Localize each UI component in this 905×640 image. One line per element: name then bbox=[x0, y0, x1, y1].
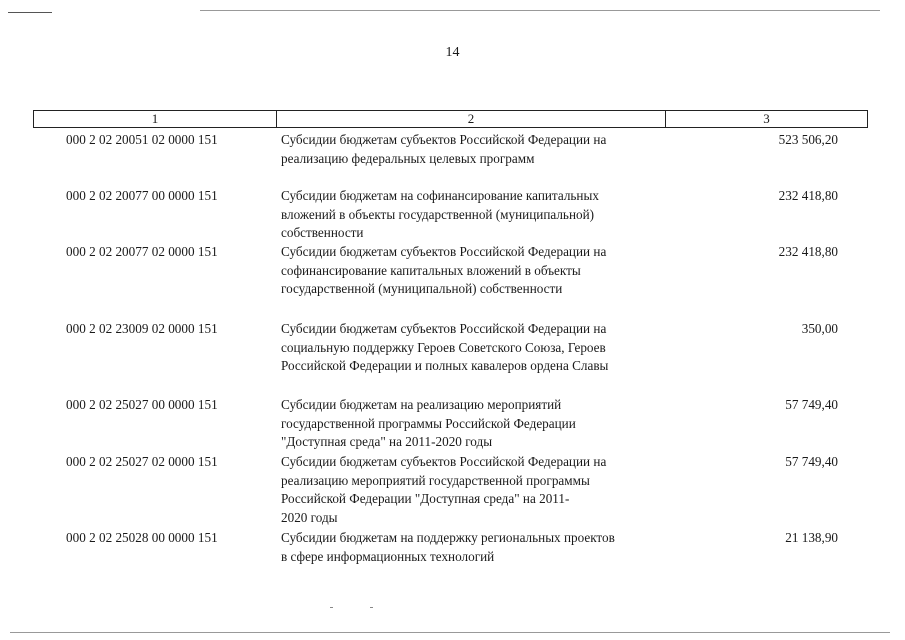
row-code: 000 2 02 25027 02 0000 151 bbox=[66, 454, 218, 469]
scan-line-top-left bbox=[8, 12, 52, 13]
row-amount: 232 418,80 bbox=[778, 188, 838, 203]
row-amount: 232 418,80 bbox=[778, 244, 838, 259]
row-description: Субсидии бюджетам на реализацию мероприятий государственной программы Российской Федерации "Доступная среда" на 2011-2020 годы bbox=[281, 397, 576, 449]
row-amount: 21 138,90 bbox=[785, 530, 838, 545]
row-description: Субсидии бюджетам субъектов Российской Федерации на реализацию федеральных целевых программ bbox=[281, 132, 607, 166]
scan-speck bbox=[330, 607, 333, 608]
scan-line-bottom bbox=[10, 632, 890, 633]
row-description: Субсидии бюджетам субъектов Российской Федерации на софинансирование капитальных вложений в объекты государственной (муниципальной) собственности bbox=[281, 244, 607, 296]
row-code: 000 2 02 20077 02 0000 151 bbox=[66, 244, 218, 259]
row-amount: 57 749,40 bbox=[785, 397, 838, 412]
row-code: 000 2 02 20051 02 0000 151 bbox=[66, 132, 218, 147]
row-description: Субсидии бюджетам субъектов Российской Федерации на реализацию мероприятий государственной программы Российской Федерации "Доступная среда" на 2011- 2020 годы bbox=[281, 454, 607, 525]
row-code: 000 2 02 25028 00 0000 151 bbox=[66, 530, 218, 545]
header-col-2: 2 bbox=[276, 111, 665, 127]
row-code: 000 2 02 23009 02 0000 151 bbox=[66, 321, 218, 336]
row-code: 000 2 02 25027 00 0000 151 bbox=[66, 397, 218, 412]
row-description: Субсидии бюджетам на софинансирование капитальных вложений в объекты государственной (муниципальной) собственности bbox=[281, 188, 599, 240]
row-code: 000 2 02 20077 00 0000 151 bbox=[66, 188, 218, 203]
row-description: Субсидии бюджетам на поддержку региональных проектов в сфере информационных технологий bbox=[281, 530, 615, 564]
scan-line-top-mid bbox=[200, 10, 880, 11]
header-col-1: 1 bbox=[151, 111, 159, 126]
table-header bbox=[33, 110, 868, 128]
row-amount: 57 749,40 bbox=[785, 454, 838, 469]
row-description: Субсидии бюджетам субъектов Российской Федерации на социальную поддержку Героев Советского Союза, Героев Российской Федерации и полных кавалеров ордена Славы bbox=[281, 321, 609, 373]
row-amount: 350,00 bbox=[801, 321, 838, 336]
row-amount: 523 506,20 bbox=[778, 132, 838, 147]
page-number: 14 bbox=[445, 45, 460, 60]
header-col-3: 3 bbox=[665, 111, 867, 127]
scan-speck bbox=[370, 607, 373, 608]
